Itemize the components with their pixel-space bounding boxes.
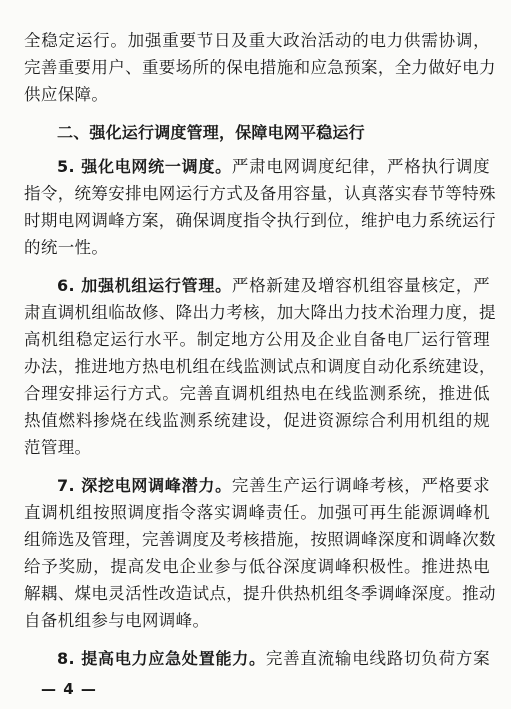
paragraph-6-lead: 6. 加强机组运行管理。 (57, 276, 232, 295)
paragraph-8-lead: 8. 提高电力应急处置能力。 (57, 649, 266, 668)
text-line: 肃直调机组临故修、降出力考核，加大降出力技术治理力度，提 (24, 303, 496, 322)
text-line: 解耦、煤电灵活性改造试点，提升供热机组冬季调峰深度。推动 (24, 584, 496, 603)
text-line: 供应保障。 (24, 85, 109, 104)
paragraph-5-text: 严肃电网调度纪律，严格执行调度 (231, 157, 490, 176)
text-line: 完善重要用户、重要场所的保电措施和应急预案，全力做好电力 (24, 58, 496, 77)
text-line: 热值燃料掺烧在线监测系统建设，促进资源综合利用机组的规 (24, 411, 490, 430)
section-heading: 二、强化运行调度管理，保障电网平稳运行 (57, 123, 365, 142)
document-page (24, 27, 496, 672)
paragraph-6-text: 严格新建及增容机组容量核定，严 (231, 276, 490, 295)
paragraph-7-text: 完善生产运行调峰考核，严格要求 (231, 476, 490, 495)
text-line: 的统一性。 (24, 238, 109, 257)
text-line: 合理安排运行方式。完善直调机组热电在线监测系统，推进低 (24, 384, 490, 403)
text-line: 指令，统筹安排电网运行方式及备用容量，认真落实春节等特殊 (24, 184, 496, 203)
text-line: 全稳定运行。加强重要节日及重大政治活动的电力供需协调， (24, 31, 490, 50)
text-line: 高机组稳定运行水平。制定地方公用及企业自备电厂运行管理 (24, 330, 490, 349)
paragraph-8-text: 完善直流输电线路切负荷方案 (265, 649, 490, 668)
paragraph-7-lead: 7. 深挖电网调峰潜力。 (57, 476, 232, 495)
paragraph-7-first-line (24, 472, 490, 499)
paragraph-6-first-line (24, 272, 490, 299)
text-line: 范管理。 (24, 438, 92, 457)
paragraph-5-lead: 5. 强化电网统一调度。 (57, 157, 232, 176)
text-line: 组筛选及管理，完善调度及考核措施，按照调峰深度和调峰次数 (24, 530, 496, 549)
text-line: 给予奖励，提高发电企业参与低谷深度调峰积极性。推进热电 (24, 557, 490, 576)
text-line: 直调机组按照调度指令落实调峰责任。加强可再生能源调峰机 (24, 503, 490, 522)
page-number: — 4 — (41, 680, 97, 698)
text-line: 时期电网调峰方案，确保调度指令执行到位，维护电力系统运行 (24, 211, 496, 230)
paragraph-5-first-line (24, 153, 490, 180)
paragraph-8-first-line (24, 645, 490, 672)
text-line: 自备机组参与电网调峰。 (24, 611, 210, 630)
text-line: 办法，推进地方热电机组在线监测试点和调度自动化系统建设， (24, 357, 496, 376)
